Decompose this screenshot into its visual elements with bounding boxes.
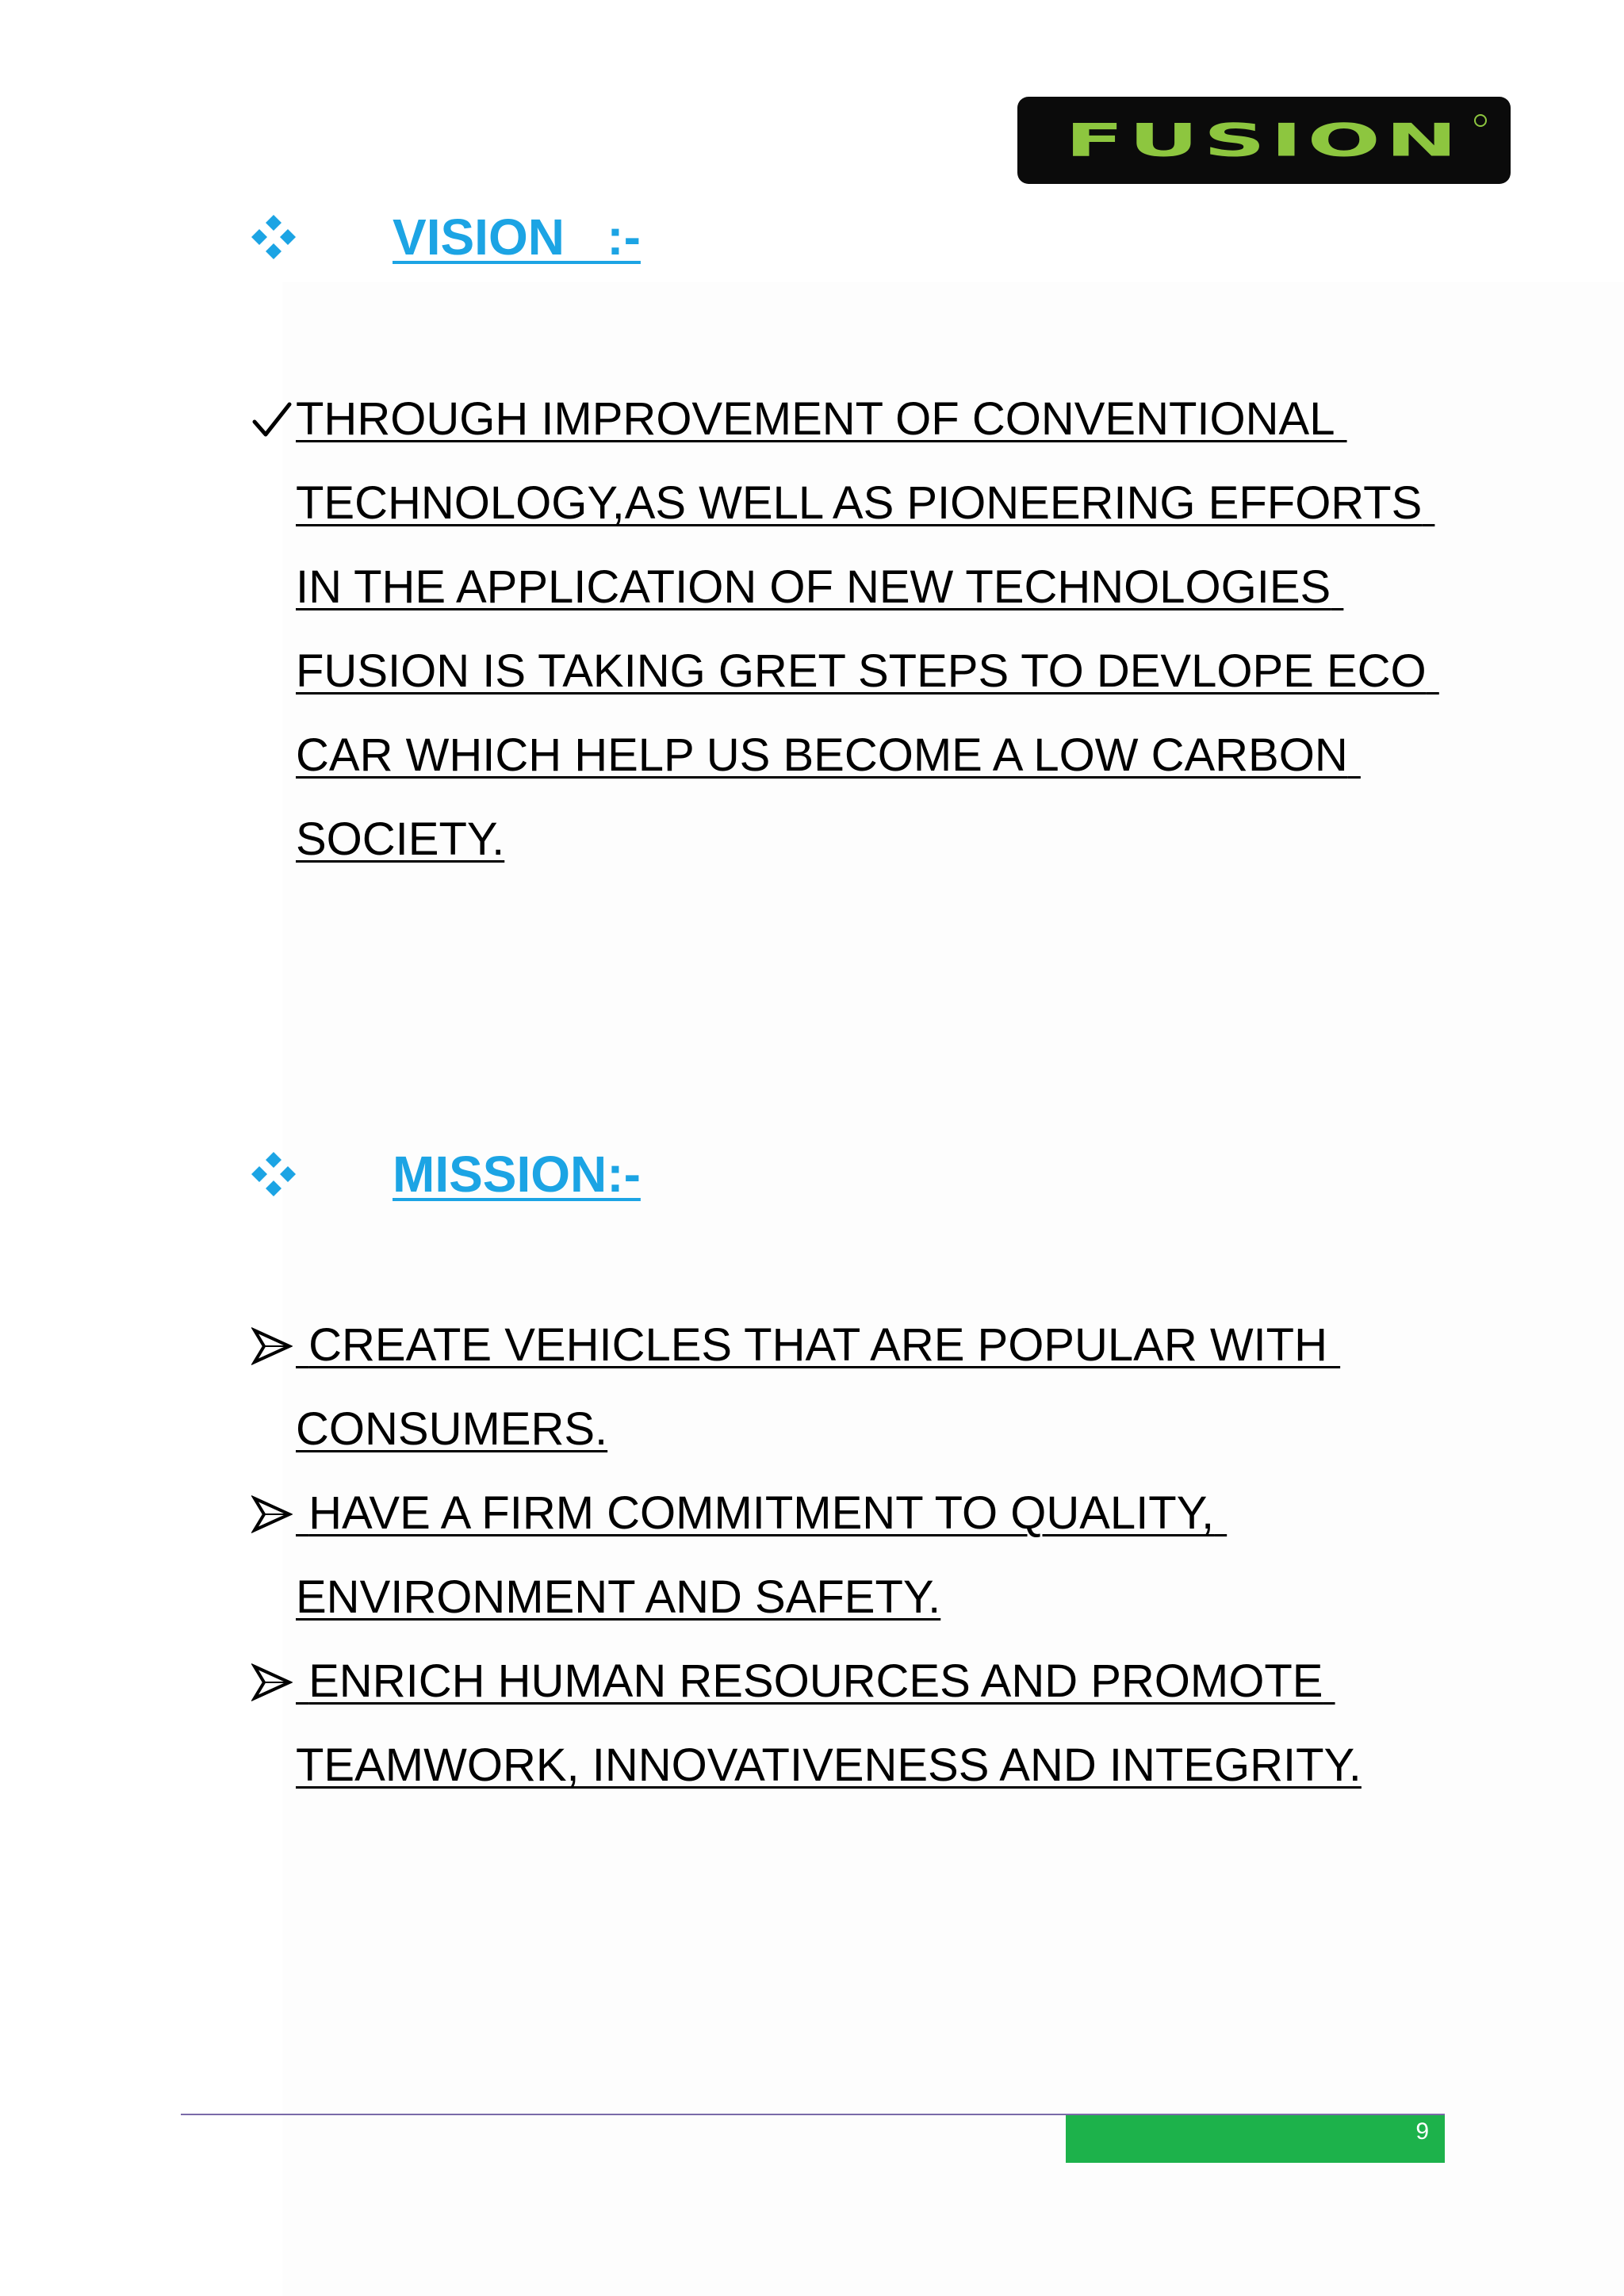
mission-item-text: ENRICH HUMAN RESOURCES AND PROMOTE TEAMWORK, INNOVATIVENESS AND INTEGRITY. xyxy=(296,1655,1362,1791)
fusion-logo xyxy=(1017,97,1511,184)
list-item xyxy=(248,1471,1469,1640)
mission-item-text: CREATE VEHICLES THAT ARE POPULAR WITH CONSUMERS. xyxy=(296,1319,1341,1455)
check-mark-icon xyxy=(251,400,293,441)
diamond-cluster-icon xyxy=(248,212,299,262)
page-number-box xyxy=(1066,2115,1445,2163)
page-number: 9 xyxy=(1415,2118,1429,2145)
arrowhead-icon xyxy=(251,1326,293,1367)
vision-list xyxy=(248,377,1469,882)
mission-item-text: HAVE A FIRM COMMITMENT TO QUALITY, ENVIRONMENT AND SAFETY. xyxy=(296,1487,1228,1623)
mission-list xyxy=(248,1303,1469,1808)
vision-statement: THROUGH IMPROVEMENT OF CONVENTIONAL TECHNOLOGY,AS WELL AS PIONEERING EFFORTS IN THE APPLICATION OF NEW TECHNOLOGIES FUSION IS TAKING GRET STEPS TO DEVLOPE ECO CAR WHICH HELP US BECOME A LOW CARBON SOCIETY. xyxy=(296,393,1439,865)
vision-heading xyxy=(248,208,641,266)
vision-title: VISION :- xyxy=(393,209,641,266)
arrowhead-icon xyxy=(251,1494,293,1535)
mission-heading xyxy=(248,1145,641,1203)
list-item xyxy=(248,377,1469,882)
logo-wordmark: FUSION xyxy=(1065,113,1463,167)
list-item xyxy=(248,1640,1469,1808)
mission-title: MISSION:- xyxy=(393,1146,641,1203)
diamond-cluster-icon xyxy=(248,1149,299,1200)
list-item xyxy=(248,1303,1469,1471)
arrowhead-icon xyxy=(251,1662,293,1703)
registered-mark-icon xyxy=(1474,114,1487,127)
